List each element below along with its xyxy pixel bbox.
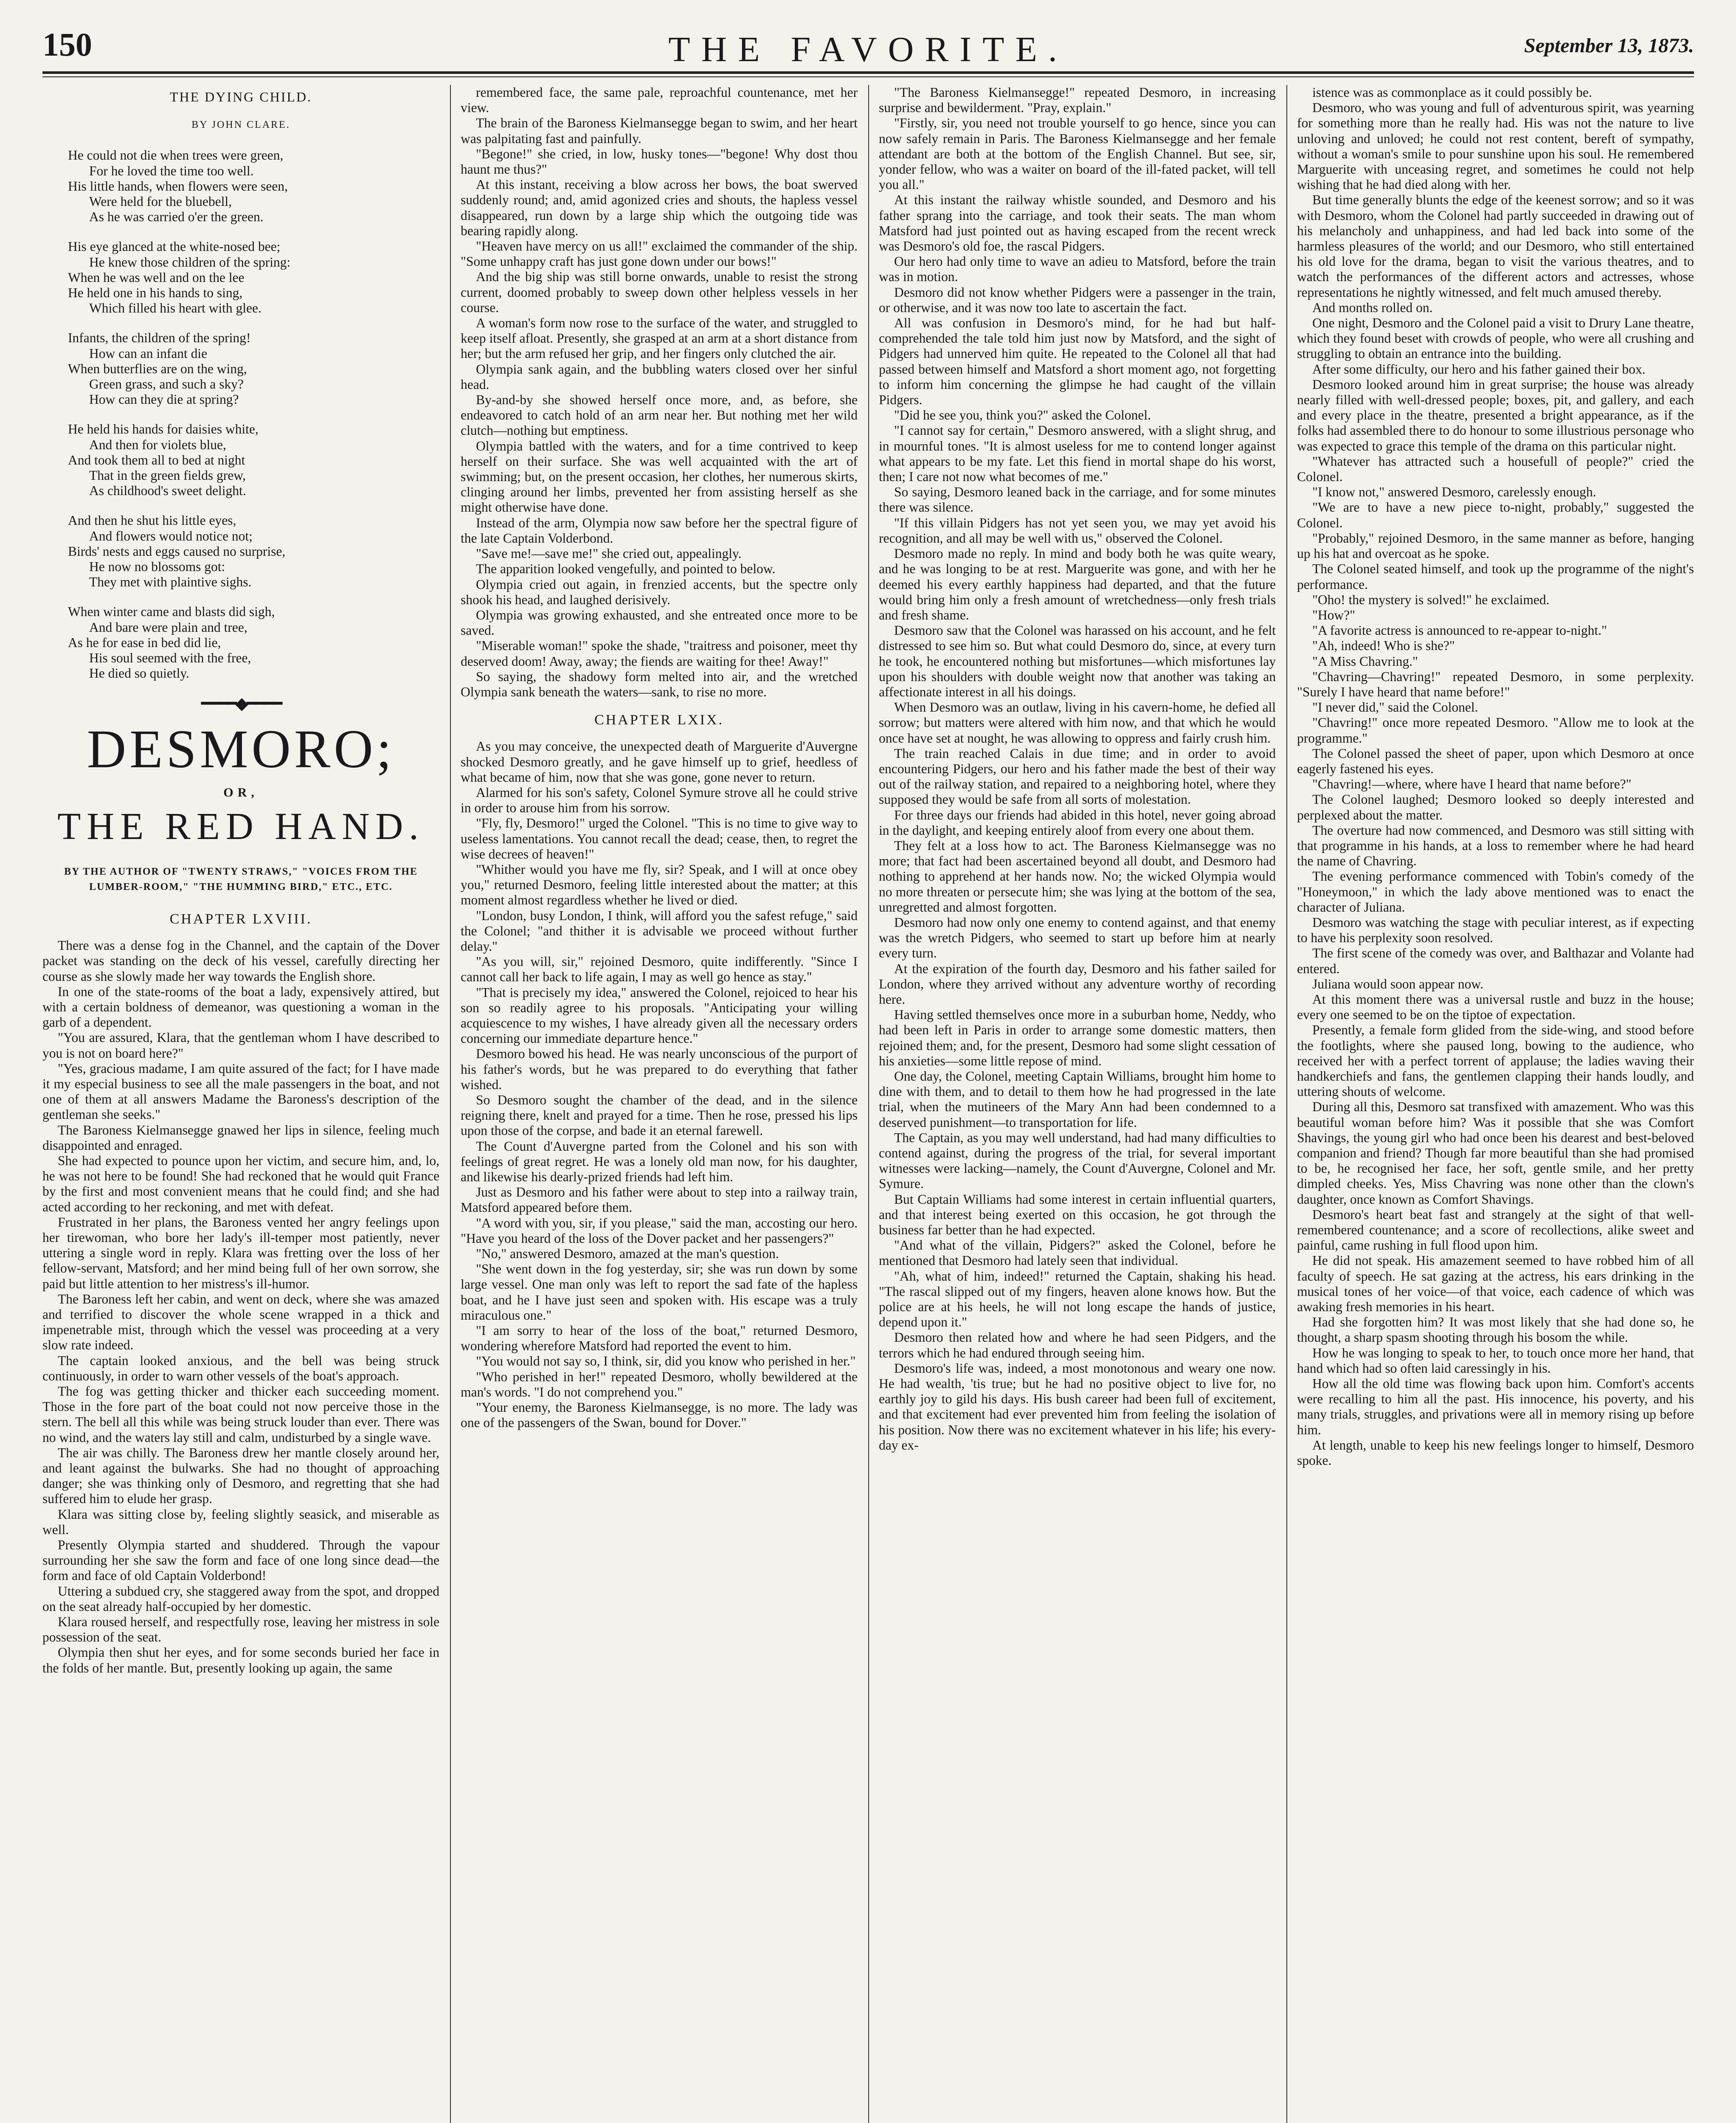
- paragraph: The Captain, as you may well understand, had had many difficulties to contend against, during the progress of the trial, for several important witnesses were lacking—namely, the Count d'Auvergne, Colonel and Mr. Symure.: [879, 1130, 1276, 1191]
- poem-line: He held his hands for daisies white,: [68, 422, 259, 437]
- paragraph: "That is precisely my idea," answered the Colonel, rejoiced to hear his son so readily agree to his proposals. "Anticipating your willing acquiescence to my wishes, I have already given all the necessary orders concerning our immediate departure hence.": [461, 985, 858, 1046]
- paragraph: At length, unable to keep his new feelings longer to himself, Desmoro spoke.: [1297, 1437, 1694, 1468]
- story-author-line: BY THE AUTHOR OF "TWENTY STRAWS," "VOICES FROM THE LUMBER-ROOM," "THE HUMMING BIRD," ETC., ETC.: [64, 866, 418, 893]
- poem-line: As childhood's sweet delight.: [89, 483, 246, 498]
- paragraph: Just as Desmoro and his father were about to step into a railway train, Matsford appeared before them.: [461, 1185, 858, 1215]
- paragraph: Desmoro, who was young and full of adventurous spirit, was yearning for something more than he really had. His was not the nature to live unloving and unloved; he could not rest content, bereft of sympathy, without a woman's smile to pour sunshine upon his soul. He remembered Marguerite with unceasing regret, and sometimes he could not help wishing that he had died along with her.: [1297, 100, 1694, 192]
- paragraph: The Baroness Kielmansegge gnawed her lips in silence, feeling much disappointed and enraged.: [42, 1122, 439, 1153]
- paragraph: Klara was sitting close by, feeling slightly seasick, and miserable as well.: [42, 1506, 439, 1537]
- paragraph: Olympia cried out again, in frenzied accents, but the spectre only shook his head, and laughed derisively.: [461, 577, 858, 607]
- paragraph: At this instant, receiving a blow across her bows, the boat swerved suddenly round; and, amid agonized cries and shouts, the hapless vessel disappeared, run down by a large ship which the outgoing tide was bearing rapidly along.: [461, 177, 858, 238]
- column-3: [879, 85, 1276, 2123]
- page-columns: [42, 85, 1694, 2123]
- column-divider: [1286, 85, 1287, 2123]
- column-text: [42, 938, 439, 1676]
- column-divider: [450, 85, 451, 2123]
- paragraph: Juliana would soon appear now.: [1312, 976, 1483, 991]
- paragraph: The evening performance commenced with Tobin's comedy of the "Honeymoon," in which the lady above mentioned was to enact the character of Juliana.: [1297, 869, 1694, 915]
- paragraph: Presently Olympia started and shuddered. Through the vapour surrounding her she saw the form and face of one long since dead—the form and face of old Captain Volderbond!: [42, 1537, 439, 1583]
- paragraph: "Probably," rejoined Desmoro, in the same manner as before, hanging up his hat and overcoat as he spoke.: [1297, 530, 1694, 561]
- poem-line: When winter came and blasts did sigh,: [68, 604, 275, 619]
- paragraph: Instead of the arm, Olympia now saw before her the spectral figure of the late Captain Volderbond.: [461, 515, 858, 546]
- story-subtitle: THE RED HAND.: [57, 805, 425, 848]
- paragraph: "You are assured, Klara, that the gentleman whom I have described to you is not on board here?": [42, 1030, 439, 1061]
- paragraph: Desmoro had now only one enemy to contend against, and that enemy was the wretch Pidgers, who seemed to start up before him at nearly every turn.: [879, 915, 1276, 961]
- paragraph: "Oho! the mystery is solved!" he exclaimed.: [1312, 592, 1550, 607]
- paragraph: Klara roused herself, and respectfully rose, leaving her mistress in sole possession of the seat.: [42, 1614, 439, 1645]
- poem-line: His little hands, when flowers were seen,: [68, 178, 288, 194]
- paragraph: "A Miss Chavring.": [1312, 653, 1418, 669]
- poem-line: And took them all to bed at night: [68, 452, 245, 467]
- ornament-divider: ━━━━◆━━━━: [201, 693, 281, 713]
- poem-line: And bare were plain and tree,: [89, 619, 248, 635]
- poem-line: Infants, the children of the spring!: [68, 330, 251, 346]
- chapter-heading: CHAPTER LXVIII.: [169, 911, 312, 927]
- paragraph: "The Baroness Kielmansegge!" repeated Desmoro, in increasing surprise and bewilderment. "Pray, explain.": [879, 85, 1276, 115]
- poem-title: THE DYING CHILD.: [169, 89, 312, 104]
- story-title: DESMORO;: [87, 718, 395, 779]
- paragraph: Desmoro's heart beat fast and strangely at the sight of that well-remembered countenance; and a score of recollections, alike sweet and painful, came rushing in full flood upon him.: [1297, 1207, 1694, 1253]
- paragraph: The brain of the Baroness Kielmansegge began to swim, and her heart was palpitating fast and painfully.: [461, 115, 858, 146]
- paragraph: During all this, Desmoro sat transfixed with amazement. Who was this beautiful woman before him? Was it possible that she was Comfort Shavings, the young girl who had once been his dearest and best-beloved companion and friend? Though far more beautiful than she had promised to be, he recognised her face, her soft, gentle smile, and her pretty dimpled cheeks. Yes, Miss Chavring was none other than the clown's daughter, once known as Comfort Shavings.: [1297, 1099, 1694, 1207]
- paragraph: By-and-by she showed herself once more, and, as before, she endeavored to catch hold of an arm near her. But nothing met her wild clutch—nothing but emptiness.: [461, 392, 858, 438]
- column-text: [461, 85, 858, 1430]
- poem-line: How can an infant die: [89, 346, 208, 361]
- paragraph: As you may conceive, the unexpected death of Marguerite d'Auvergne shocked Desmoro greatly, and he gave himself up to grief, heedless of what became of him, now that she was gone, gone never to return.: [461, 739, 858, 785]
- masthead: THE FAVORITE.: [668, 30, 1068, 69]
- paragraph: "London, busy London, I think, will afford you the safest refuge," said the Colonel; "and thither it is advisable we proceed without further delay.": [461, 908, 858, 954]
- paragraph: So Desmoro sought the chamber of the dead, and in the silence reigning there, knelt and prayed for a time. Then he rose, pressed his lips upon those of the corpse, and bade it an eternal farewell.: [461, 1092, 858, 1138]
- poem-line: As he was carried o'er the green.: [89, 209, 264, 225]
- paragraph: "Whither would you have me fly, sir? Speak, and I will at once obey you," returned Desmoro, feeling little interested about the matter; at this moment almost regardless whether he lived or died.: [461, 862, 858, 908]
- poem-line: And flowers would notice not;: [89, 528, 253, 543]
- paragraph: The fog was getting thicker and thicker each succeeding moment. Those in the fore part of the boat could not now perceive those in the stern. The bell all this while was being struck louder than ever. There was no wind, and the waters lay still and calm, undisturbed by a single wave.: [42, 1384, 439, 1445]
- paragraph: "I never did," said the Colonel.: [1312, 700, 1478, 715]
- paragraph: "Firstly, sir, you need not trouble yourself to go hence, since you can now safely remain in Paris. The Baroness Kielmansegge and her female attendant are both at the bottom of the English Channel. But see, sir, yonder fellow, who was a waiter on board of the ill-fated packet, will tell you all.": [879, 115, 1276, 192]
- paragraph: "We are to have a new piece to-night, probably," suggested the Colonel.: [1297, 500, 1694, 530]
- paragraph: "A favorite actress is announced to re-appear to-night.": [1312, 623, 1607, 638]
- paragraph: Desmoro bowed his head. He was nearly unconscious of the purport of his father's words, but he was prepared to do everything that father wished.: [461, 1046, 858, 1092]
- story-or: OR,: [223, 785, 259, 800]
- poem-line: He died so quietly.: [89, 666, 189, 681]
- paragraph: "Chavring!—where, where have I heard that name before?": [1312, 777, 1632, 792]
- paragraph: "Your enemy, the Baroness Kielmansegge, is no more. The lady was one of the passengers of the Swan, bound for Dover.": [461, 1400, 858, 1430]
- poem-line: Were held for the bluebell,: [89, 194, 232, 209]
- poem-line: Green grass, and such a sky?: [89, 377, 244, 392]
- paragraph: He did not speak. His amazement seemed to have robbed him of all faculty of speech. He sat gazing at the actress, his ears drinking in the musical tones of her voice—of that voice, each cadence of which was awaking fresh memories in his heart.: [1297, 1253, 1694, 1315]
- paragraph: Our hero had only time to wave an adieu to Matsford, before the train was in motion.: [879, 254, 1276, 284]
- paragraph: "Begone!" she cried, in low, husky tones—"begone! Why dost thou haunt me thus?": [461, 146, 858, 177]
- paragraph: "No," answered Desmoro, amazed at the man's question.: [476, 1246, 779, 1261]
- column-text: [1297, 85, 1694, 1468]
- column-1: [42, 85, 439, 2123]
- paragraph: "Save me!—save me!" she cried out, appealingly.: [476, 546, 742, 561]
- paragraph: All was confusion in Desmoro's mind, for he had but half-comprehended the tale told him just now by Matsford, and the sight of Pidgers had unnerved him quite. He repeated to the Colonel all that had passed between himself and Matsford a short moment ago, not forgetting to inform him concerning the glimpse he had caught of the villain Pidgers.: [879, 315, 1276, 408]
- poem-stanza: [68, 148, 439, 225]
- poem-line: He now no blossoms got:: [89, 559, 225, 574]
- poem-stanza: [68, 604, 439, 681]
- paragraph: "Did he see you, think you?" asked the Colonel.: [894, 408, 1151, 423]
- paragraph: She had expected to pounce upon her victim, and secure him, and, lo, he was not here to be found! She had reckoned that he would quit France by the first and most convenient means that he could find; and she had acted according to her reckoning, and met with defeat.: [42, 1153, 439, 1214]
- paragraph: The Colonel passed the sheet of paper, upon which Desmoro at once eagerly fastened his eyes.: [1297, 746, 1694, 776]
- poem-line: How can they die at spring?: [89, 392, 239, 407]
- paragraph: At this instant the railway whistle sounded, and Desmoro and his father sprang into the carriage, and took their seats. The man whom Matsford had just pointed out as having escaped from the recent wreck was Desmoro's old foe, the rascal Pidgers.: [879, 192, 1276, 254]
- poem-line: When butterflies are on the wing,: [68, 361, 247, 376]
- poem-line: That in the green fields grew,: [89, 468, 246, 483]
- paragraph: The Count d'Auvergne parted from the Colonel and his son with feelings of great regret. He was a lonely old man now, for his daughter, and likewise his dearly-prized friends had left him.: [461, 1138, 858, 1185]
- poem-line: He could not die when trees were green,: [68, 148, 284, 163]
- paragraph: "How?": [1312, 607, 1355, 622]
- paragraph: Desmoro's life was, indeed, a most monotonous and weary one now. He had wealth, 'tis true; but he had no positive object to live for, no earthly joy to gild his days. His bush career had been full of excitement, and that excitement had ever prevented him from feeling the isolation of his position. Now there was no excitement whatever in his life; his every-day ex-: [879, 1360, 1276, 1453]
- paragraph: "Ah, indeed! Who is she?": [1312, 638, 1455, 653]
- chapter-heading: CHAPTER LXIX.: [594, 712, 724, 728]
- paragraph: At the expiration of the fourth day, Desmoro and his father sailed for London, where they arrived without any adventure worthy of recording here.: [879, 961, 1276, 1007]
- paragraph: One day, the Colonel, meeting Captain Williams, brought him home to dine with them, and to detail to them how he had progressed in the late trial, when the mutineers of the Mary Ann had been condemned to a deserved punishment—to transportation for life.: [879, 1069, 1276, 1130]
- poem-line: When he was well and on the lee: [68, 270, 245, 285]
- paragraph: Olympia was growing exhausted, and she entreated once more to be saved.: [461, 607, 858, 638]
- paragraph: Frustrated in her plans, the Baroness vented her angry feelings upon her tirewoman, who bore her lady's ill-temper most patiently, never uttering a single word in reply. Klara was fretting over the loss of her fellow-servant, Matsford; and her mind being full of her own sorrow, she paid but little attention to her mistress's ill-humor.: [42, 1214, 439, 1291]
- poem-line: And then for violets blue,: [89, 437, 226, 452]
- paragraph: The Baroness left her cabin, and went on deck, where she was amazed and terrified to discover the whole scene wrapped in a thick and impenetrable mist, through which the vessel was proceeding at a very slow rate indeed.: [42, 1291, 439, 1353]
- paragraph: "I am sorry to hear of the loss of the boat," returned Desmoro, wondering wherefore Matsford had reported the event to him.: [461, 1323, 858, 1354]
- paragraph: "Fly, fly, Desmoro!" urged the Colonel. "This is no time to give way to useless lamentations. You cannot recall the dead; cease, then, to regret the wise decrees of heaven!": [461, 816, 858, 862]
- paragraph: And months rolled on.: [1312, 300, 1433, 315]
- paragraph: A woman's form now rose to the surface of the water, and struggled to keep itself afloat. Presently, she grasped at an arm at a short distance from her; but the arm refused her grip, and her fingers only clutched the air.: [461, 315, 858, 361]
- paragraph: "Who perished in her!" repeated Desmoro, wholly bewildered at the man's words. "I do not comprehend you.": [461, 1369, 858, 1399]
- paragraph: "Heaven have mercy on us all!" exclaimed the commander of the ship. "Some unhappy craft has just gone down under our bows!": [461, 239, 858, 269]
- paragraph: "Ah, what of him, indeed!" returned the Captain, shaking his head. "The rascal slipped out of my fingers, heaven alone knows how. But the police are at his heels, he will not long escape the hands of justice, depend upon it.": [879, 1268, 1276, 1330]
- poem-body: [42, 148, 439, 681]
- paragraph: The Colonel seated himself, and took up the programme of the night's performance.: [1297, 561, 1694, 592]
- paragraph: remembered face, the same pale, reproachful countenance, met her view.: [461, 85, 858, 115]
- paragraph: And the big ship was still borne onwards, unable to resist the strong current, doomed probably to sweep down other helpless vessels in her course.: [461, 269, 858, 315]
- poem-author: BY JOHN CLARE.: [191, 119, 290, 131]
- paragraph: "She went down in the fog yesterday, sir; she was run down by some large vessel. One man only was left to report the sad fate of the hapless boat, and he I have just seen and spoken with. His escape was a truly miraculous one.": [461, 1261, 858, 1323]
- paragraph: The captain looked anxious, and the bell was being struck continuously, in order to warn other vessels of the boat's approach.: [42, 1353, 439, 1383]
- poem-line: And then he shut his little eyes,: [68, 513, 236, 528]
- paragraph: The train reached Calais in due time; and in order to avoid encountering Pidgers, our hero and his father made the best of their way out of the railway station, and repaired to a neighboring hotel, where they supposed they would be safe from all sorts of molestation.: [879, 746, 1276, 807]
- poem-stanza: [68, 330, 439, 407]
- paragraph: The overture had now commenced, and Desmoro was still sitting with that programme in his hands, at a loss to remember where he had heard the name of Chavring.: [1297, 822, 1694, 869]
- issue-date: September 13, 1873.: [1524, 34, 1694, 57]
- paragraph: Having settled themselves once more in a suburban home, Neddy, who had been left in Paris in order to arrange some domestic matters, then rejoined them; and, for the present, Desmoro had some slight cessation of his anxieties—some little repose of mind.: [879, 1007, 1276, 1068]
- poem-line: For he loved the time too well.: [89, 163, 254, 178]
- poem-line: They met with plaintive sighs.: [89, 574, 252, 590]
- paragraph: "Whatever has attracted such a housefull of people?" cried the Colonel.: [1297, 453, 1694, 484]
- paragraph: "You would not say so, I think, sir, did you know who perished in her.": [476, 1354, 856, 1369]
- paragraph: Olympia battled with the waters, and for a time contrived to keep herself on their surface. She was well acquainted with the art of swimming; but, on the present occasion, her clothes, her numerous skirts, clinging around her limbs, prevented her from assisting herself as she might otherwise have done.: [461, 438, 858, 515]
- paragraph: Desmoro looked around him in great surprise; the house was already nearly filled with well-dressed people; boxes, pit, and gallery, and each and every place in the theatre, presented a bright appearance, as if the folks had assembled there to do honour to some illustrious personage who was expected to grace this temple of the drama on this particular night.: [1297, 377, 1694, 453]
- header-rule-thin: [42, 76, 1694, 77]
- paragraph: istence was as commonplace as it could possibly be.: [1312, 85, 1592, 100]
- paragraph: Had she forgotten him? It was most likely that she had done so, he thought, a sharp spasm shooting through his bosom the while.: [1297, 1315, 1694, 1345]
- paragraph: For three days our friends had abided in this hotel, never going abroad in the daylight, and keeping entirely aloof from every one about them.: [879, 807, 1276, 838]
- paragraph: Olympia then shut her eyes, and for some seconds buried her face in the folds of her mantle. But, presently looking up again, the same: [42, 1645, 439, 1675]
- poem-line: Which filled his heart with glee.: [89, 301, 262, 316]
- paragraph: The first scene of the comedy was over, and Balthazar and Volante had entered.: [1297, 946, 1694, 976]
- header-rule: [42, 71, 1694, 74]
- poem-line: He knew those children of the spring:: [89, 254, 291, 270]
- paragraph: "I cannot say for certain," Desmoro answered, with a slight shrug, and in mournful tones. "It is almost useless for me to contend longer against what appears to be my fate. Let this fiend in mortal shape do his worst, then; I care not now what becomes of me.": [879, 423, 1276, 484]
- paragraph: Desmoro then related how and where he had seen Pidgers, and the terrors which he had endured through seeing him.: [879, 1330, 1276, 1360]
- paragraph: "If this villain Pidgers has not yet seen you, we may yet avoid his recognition, and all may be well with us," observed the Colonel.: [879, 515, 1276, 546]
- paragraph: After some difficulty, our hero and his father gained their box.: [1312, 361, 1646, 377]
- poem-line: Birds' nests and eggs caused no surprise,: [68, 543, 286, 559]
- paragraph: They felt at a loss how to act. The Baroness Kielmansegge was no more; that fact had been ascertained beyond all doubt, and Desmoro had nothing to apprehend at her hands now. No; the wicked Olympia would no more threaten or persecute him; she was lying at the bottom of the sea, unregretted and almost forgotten.: [879, 838, 1276, 915]
- column-divider: [868, 85, 869, 2123]
- column-4: [1297, 85, 1694, 2123]
- paragraph: "Yes, gracious madame, I am quite assured of the fact; for I have made it my especial business to see all the male passengers in the boat, and not one of them at all answers Madame the Baroness's description of the gentleman she seeks.": [42, 1061, 439, 1122]
- paragraph: Alarmed for his son's safety, Colonel Symure strove all he could strive in order to arouse him from his sorrow.: [461, 785, 858, 816]
- paragraph: "Chavring!" once more repeated Desmoro. "Allow me to look at the programme.": [1297, 715, 1694, 746]
- paragraph: In one of the state-rooms of the boat a lady, expensively attired, but with a certain boldness of demeanor, was questioning a woman in the garb of a dependent.: [42, 984, 439, 1030]
- paragraph: "As you will, sir," rejoined Desmoro, quite indifferently. "Since I cannot call her back to life again, I may as well go hence as stay.": [461, 954, 858, 985]
- paragraph: "I know not," answered Desmoro, carelessly enough.: [1312, 484, 1596, 500]
- paragraph: The air was chilly. The Baroness drew her mantle closely around her, and leant against the bulwarks. She had no thought of approaching danger; she was thinking only of Desmoro, and regretting that she had suffered him to elude her grasp.: [42, 1445, 439, 1506]
- paragraph: But time generally blunts the edge of the keenest sorrow; and so it was with Desmoro, whom the Colonel had partly succeeded in drawing out of his melancholy and unhappiness, and had led back into some of the harmless pleasures of the world; and our Desmoro, who still entertained his old love for the drama, began to visit the various theatres, and to watch the performances of the different actors and actresses, whose representations he nightly witnessed, and felt much amused thereby.: [1297, 192, 1694, 300]
- poem-stanza: [68, 513, 439, 590]
- paragraph: "And what of the villain, Pidgers?" asked the Colonel, before he mentioned that Desmoro had lately seen that individual.: [879, 1238, 1276, 1268]
- paragraph: Presently, a female form glided from the side-wing, and stood before the footlights, where she paused long, bowing to the audience, who received her with a perfect torrent of applause; the ladies waving their handkerchiefs and fans, the gentlemen clapping their hands loudly, and uttering shouts of welcome.: [1297, 1022, 1694, 1099]
- paragraph: "A word with you, sir, if you please," said the man, accosting our hero. "Have you heard of the loss of the Dover packet and her passengers?": [461, 1215, 858, 1246]
- paragraph: The Colonel laughed; Desmoro looked so deeply interested and perplexed about the matter.: [1297, 792, 1694, 822]
- poem-stanza: [68, 422, 439, 498]
- page-header: [42, 25, 1694, 72]
- paragraph: The apparition looked vengefully, and pointed to below.: [476, 561, 776, 577]
- paragraph: Desmoro did not know whether Pidgers were a passenger in the train, or otherwise, and it was now too late to ascertain the fact.: [879, 284, 1276, 315]
- poem-stanza: [68, 239, 439, 316]
- paragraph: Uttering a subdued cry, she staggered away from the spot, and dropped on the seat already half-occupied by her domestic.: [42, 1583, 439, 1614]
- paragraph: So saying, Desmoro leaned back in the carriage, and for some minutes there was silence.: [879, 484, 1276, 515]
- paragraph: So saying, the shadowy form melted into air, and the wretched Olympia sank beneath the waters—sank, to rise no more.: [461, 669, 858, 699]
- paragraph: There was a dense fog in the Channel, and the captain of the Dover packet was standing on the deck of his vessel, carefully directing her course as she slowly made her way towards the English shore.: [42, 938, 439, 984]
- page-number: 150: [42, 26, 92, 63]
- paragraph: But Captain Williams had some interest in certain influential quarters, and that interest being exerted on this occasion, he got through the business far better than he had expected.: [879, 1191, 1276, 1238]
- paragraph: "Chavring—Chavring!" repeated Desmoro, in some perplexity. "Surely I have heard that name before!": [1297, 669, 1694, 699]
- paragraph: Desmoro was watching the stage with peculiar interest, as if expecting to have his perplexity soon resolved.: [1297, 915, 1694, 946]
- paragraph: How all the old time was flowing back upon him. Comfort's accents were recalling to him all the past. His innocence, his poverty, and his many trials, struggles, and privations were all in memory rising up before him.: [1297, 1376, 1694, 1437]
- paragraph: How he was longing to speak to her, to touch once more her hand, that hand which had so often laid caressingly in his.: [1297, 1345, 1694, 1376]
- paragraph: One night, Desmoro and the Colonel paid a visit to Drury Lane theatre, which they found beset with crowds of people, who were all crushing and struggling to obtain an entrance into the building.: [1297, 315, 1694, 361]
- paragraph: Desmoro made no reply. In mind and body both he was quite weary, and he was longing to be at rest. Marguerite was gone, and with her he deemed his every earthly happiness had departed, and that the future would bring him only a fresh amount of wretchedness—only fresh trials and fresh shame.: [879, 546, 1276, 622]
- paragraph: Desmoro saw that the Colonel was harassed on his account, and he felt distressed to see him so. But what could Desmoro do, since, at every turn he took, he encountered nothing but misfortunes—which misfortunes lay upon his shoulders with double weight now that another was taking an affectionate interest in all his doings.: [879, 623, 1276, 699]
- paragraph: Olympia sank again, and the bubbling waters closed over her sinful head.: [461, 361, 858, 392]
- poem-line: As he for ease in bed did lie,: [68, 635, 221, 650]
- paragraph: At this moment there was a universal rustle and buzz in the house; every one seemed to be on the tiptoe of expectation.: [1297, 991, 1694, 1022]
- poem-line: His soul seemed with the free,: [89, 650, 251, 666]
- paragraph: "Miserable woman!" spoke the shade, "traitress and poisoner, meet thy deserved doom! Away, away; the fiends are waiting for thee! Away!": [461, 638, 858, 669]
- column-text: [879, 85, 1276, 1453]
- poem-line: His eye glanced at the white-nosed bee;: [68, 239, 281, 254]
- poem-line: He held one in his hands to sing,: [68, 285, 243, 301]
- column-2: [461, 85, 858, 2123]
- paragraph: When Desmoro was an outlaw, living in his cavern-home, he defied all sorrow; but matters were altered with him now, and that which he would once have set at nought, he was allowing to oppress and fairly crush him.: [879, 700, 1276, 746]
